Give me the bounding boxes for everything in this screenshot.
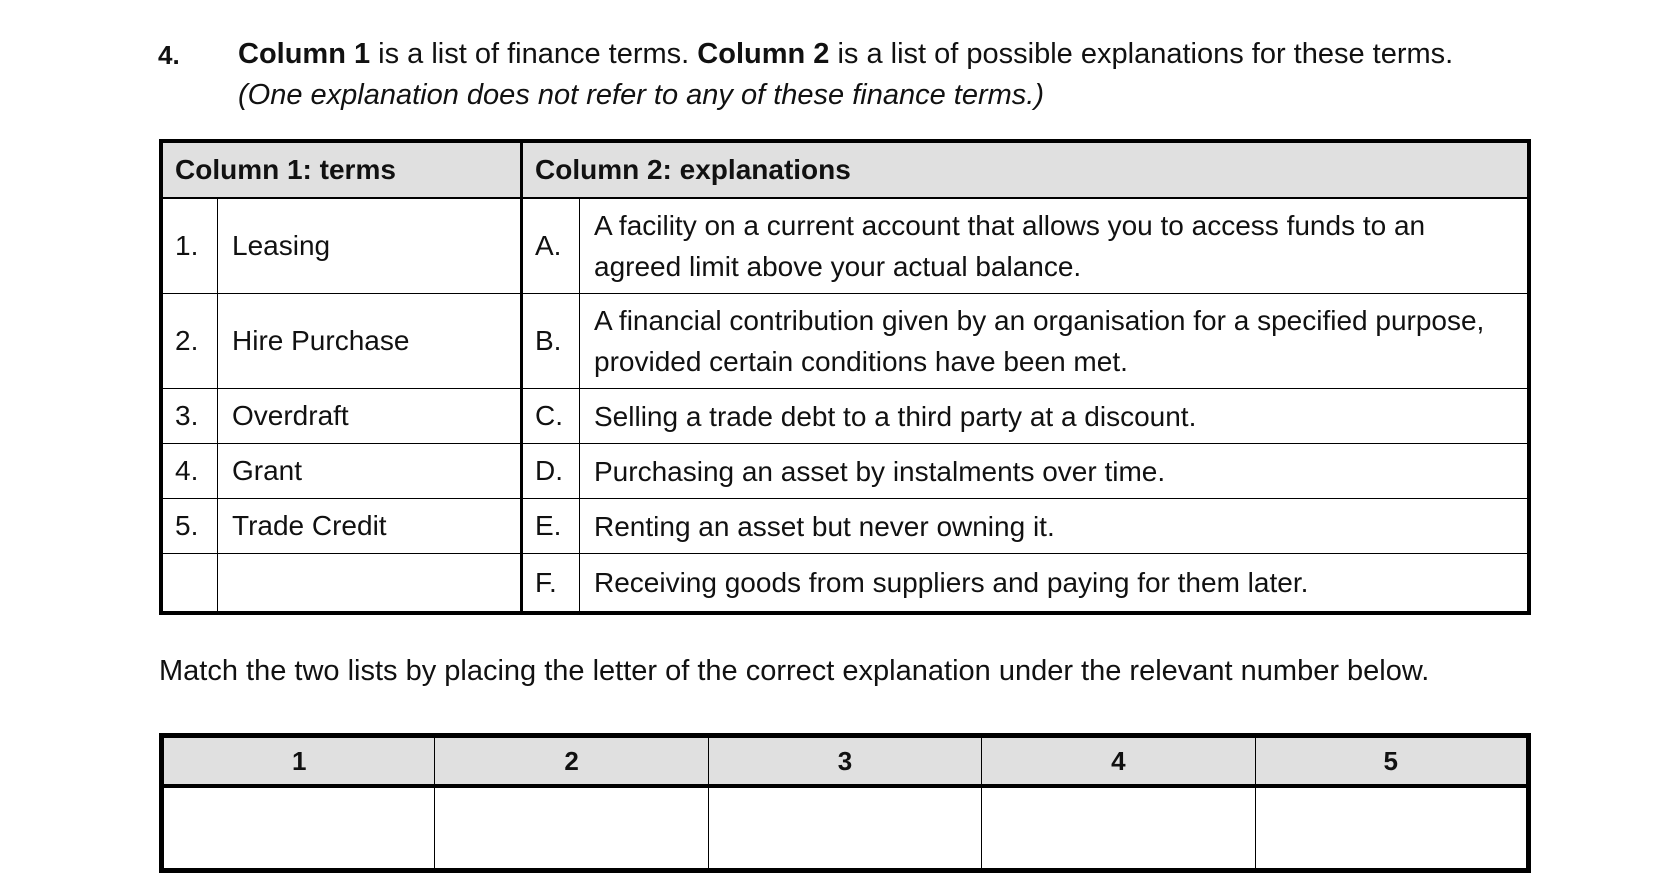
header-column1: Column 1: terms — [161, 141, 522, 198]
term-name: Hire Purchase — [218, 294, 522, 389]
question-number: 4. — [158, 40, 180, 70]
explanation-letter: F. — [522, 554, 580, 614]
table-row — [161, 554, 1529, 614]
term-number: 1. — [161, 198, 218, 294]
answer-cell-5[interactable] — [1255, 786, 1528, 871]
question-text — [238, 34, 1453, 116]
explanation-text: A facility on a current account that allows you to access funds to an agreed limit above your actual balance. — [580, 198, 1530, 294]
column1-bold: Column 1 — [238, 38, 371, 70]
term-name: Overdraft — [218, 389, 522, 444]
term-number: 3. — [161, 389, 218, 444]
explanation-letter: A. — [522, 198, 580, 294]
explanation-letter: B. — [522, 294, 580, 389]
term-number: 2. — [161, 294, 218, 389]
term-name: Leasing — [218, 198, 522, 294]
answer-header-4: 4 — [982, 736, 1255, 787]
answer-header-5: 5 — [1255, 736, 1528, 787]
terms-table — [159, 139, 1531, 615]
answer-cell-1[interactable] — [162, 786, 435, 871]
term-name: Grant — [218, 444, 522, 499]
explanation-text: Receiving goods from suppliers and paying for them later. — [580, 554, 1530, 614]
question-note: (One explanation does not refer to any of these finance terms.) — [238, 79, 1045, 111]
explanation-letter: D. — [522, 444, 580, 499]
answer-header-2: 2 — [435, 736, 708, 787]
explanation-text: Purchasing an asset by instalments over time. — [580, 444, 1530, 499]
term-number — [161, 554, 218, 614]
explanation-text: A financial contribution given by an organisation for a specified purpose, provided certain conditions have been met. — [580, 294, 1530, 389]
question-text-segment: is a list of possible explanations for these terms. — [829, 38, 1454, 70]
explanation-letter: C. — [522, 389, 580, 444]
term-name: Trade Credit — [218, 499, 522, 554]
answer-cell-3[interactable] — [708, 786, 981, 871]
answer-header-3: 3 — [708, 736, 981, 787]
term-number: 5. — [161, 499, 218, 554]
table-row — [161, 444, 1529, 499]
explanation-letter: E. — [522, 499, 580, 554]
term-name — [218, 554, 522, 614]
table-row — [161, 499, 1529, 554]
column2-bold: Column 2 — [697, 38, 830, 70]
answer-cell-4[interactable] — [982, 786, 1255, 871]
answer-header-1: 1 — [162, 736, 435, 787]
table-row — [161, 294, 1529, 389]
table-row — [161, 198, 1529, 294]
answer-cell-2[interactable] — [435, 786, 708, 871]
explanation-text: Selling a trade debt to a third party at a discount. — [580, 389, 1530, 444]
question-text-segment: is a list of finance terms. — [370, 38, 698, 70]
term-number: 4. — [161, 444, 218, 499]
header-column2: Column 2: explanations — [522, 141, 1530, 198]
explanation-text: Renting an asset but never owning it. — [580, 499, 1530, 554]
instruction-text: Match the two lists by placing the letter of the correct explanation under the relevant number below. — [159, 655, 1430, 687]
answer-table — [159, 733, 1531, 873]
table-row — [161, 389, 1529, 444]
